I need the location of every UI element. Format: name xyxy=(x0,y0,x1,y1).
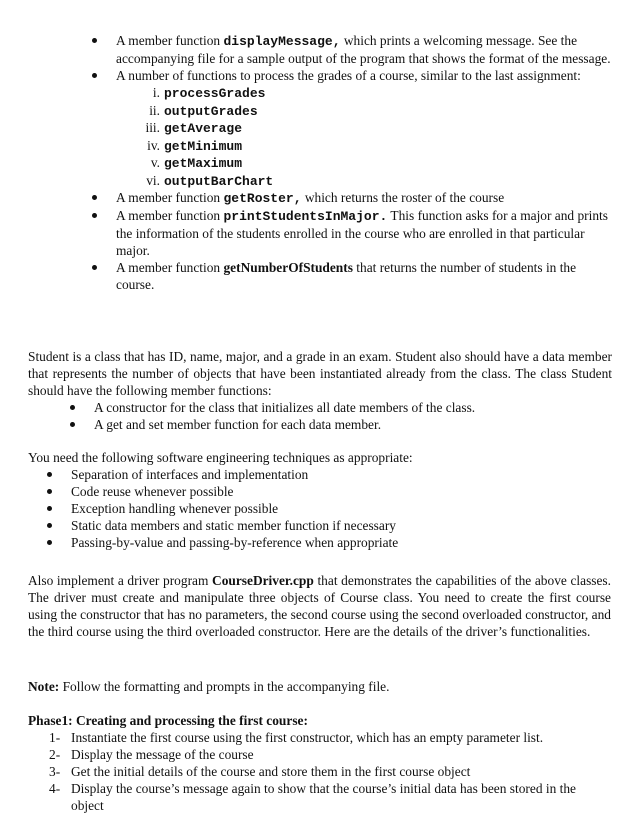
list-item: A constructor for the class that initializes all date members of the class. xyxy=(94,399,612,416)
code-print-students-in-major: printStudentsInMajor. xyxy=(223,209,388,224)
list-item-print-students-in-major: A member function printStudentsInMajor. This function asks for a major and prints the information of the students enrolled in the course who are enrolled in that particular major. xyxy=(116,207,612,259)
list-item: Static data members and static member function if necessary xyxy=(71,517,612,534)
driver-paragraph: Also implement a driver program CourseDriver.cpp that demonstrates the capabilities of the above classes. The driver must create and manipulate three objects of Course class. You need to create the first course using the constructor that has no parameters, the second course using the second overloaded constructor, and the third course using the third overloaded constructor. Here are the details of the driver’s functionalities. xyxy=(28,573,611,639)
step-item: 2- Display the message of the course xyxy=(49,747,254,762)
note-label: Note: xyxy=(28,679,60,694)
student-section xyxy=(28,348,612,433)
techniques-list xyxy=(71,466,612,551)
list-item: Separation of interfaces and implementation xyxy=(71,466,612,483)
driver-filename: CourseDriver.cpp xyxy=(212,573,314,588)
student-functions-list xyxy=(94,399,612,433)
step-item: 4- Display the course’s message again to show that the course’s initial data has been stored in the object xyxy=(49,781,576,813)
list-item: A get and set member function for each data member. xyxy=(94,416,612,433)
phase1-steps xyxy=(49,729,612,814)
function-item: ii. outputGrades xyxy=(149,102,258,119)
list-item-display-message: A member function displayMessage, which prints a welcoming message. See the accompanying file for a sample output of the program that shows the format of the message. xyxy=(116,33,611,66)
step-item: 3- Get the initial details of the course and store them in the first course object xyxy=(49,764,471,779)
note-paragraph: Note: Follow the formatting and prompts in the accompanying file. xyxy=(28,679,390,694)
list-item: Passing-by-value and passing-by-reference when appropriate xyxy=(71,534,612,551)
phase1-section xyxy=(28,712,612,814)
list-item-grade-functions: A number of functions to process the grades of a course, similar to the last assignment: i. processGrades ii. outputGrades iii. getAverage iv. getMinimum v. getMaximum vi. outputBarChart xyxy=(116,67,612,189)
list-item: Code reuse whenever possible xyxy=(71,483,612,500)
step-item: 1- Instantiate the first course using the first constructor, which has an empty parameter list. xyxy=(49,730,544,745)
list-item-get-roster: A member function getRoster, which returns the roster of the course xyxy=(116,189,612,207)
function-item: iv. getMinimum xyxy=(147,137,243,154)
code-get-roster: getRoster, xyxy=(223,191,302,206)
bold-get-number-of-students: getNumberOfStudents xyxy=(223,260,353,275)
function-item: vi. outputBarChart xyxy=(146,172,274,189)
student-paragraph: Student is a class that has ID, name, major, and a grade in an exam. Student also should have a data member that represents the number of objects that have been instantiated already from the class. The class Student should have the following member functions: xyxy=(28,349,612,398)
driver-section xyxy=(28,572,611,640)
note-section xyxy=(28,678,612,695)
phase1-heading: Phase1: Creating and processing the first course: xyxy=(28,713,308,728)
function-item: v. getMaximum xyxy=(150,155,243,171)
member-functions-section xyxy=(116,32,612,293)
function-item: iii. getAverage xyxy=(145,120,243,136)
list-item-get-number-of-students: A member function getNumberOfStudents that returns the number of students in the course. xyxy=(116,259,612,293)
techniques-section xyxy=(28,449,612,551)
list-item: Exception handling whenever possible xyxy=(71,500,612,517)
function-item: i. processGrades xyxy=(152,85,266,101)
techniques-intro: You need the following software engineering techniques as appropriate: xyxy=(28,450,413,465)
grade-functions-list xyxy=(145,84,612,189)
code-display-message: displayMessage, xyxy=(223,34,341,49)
